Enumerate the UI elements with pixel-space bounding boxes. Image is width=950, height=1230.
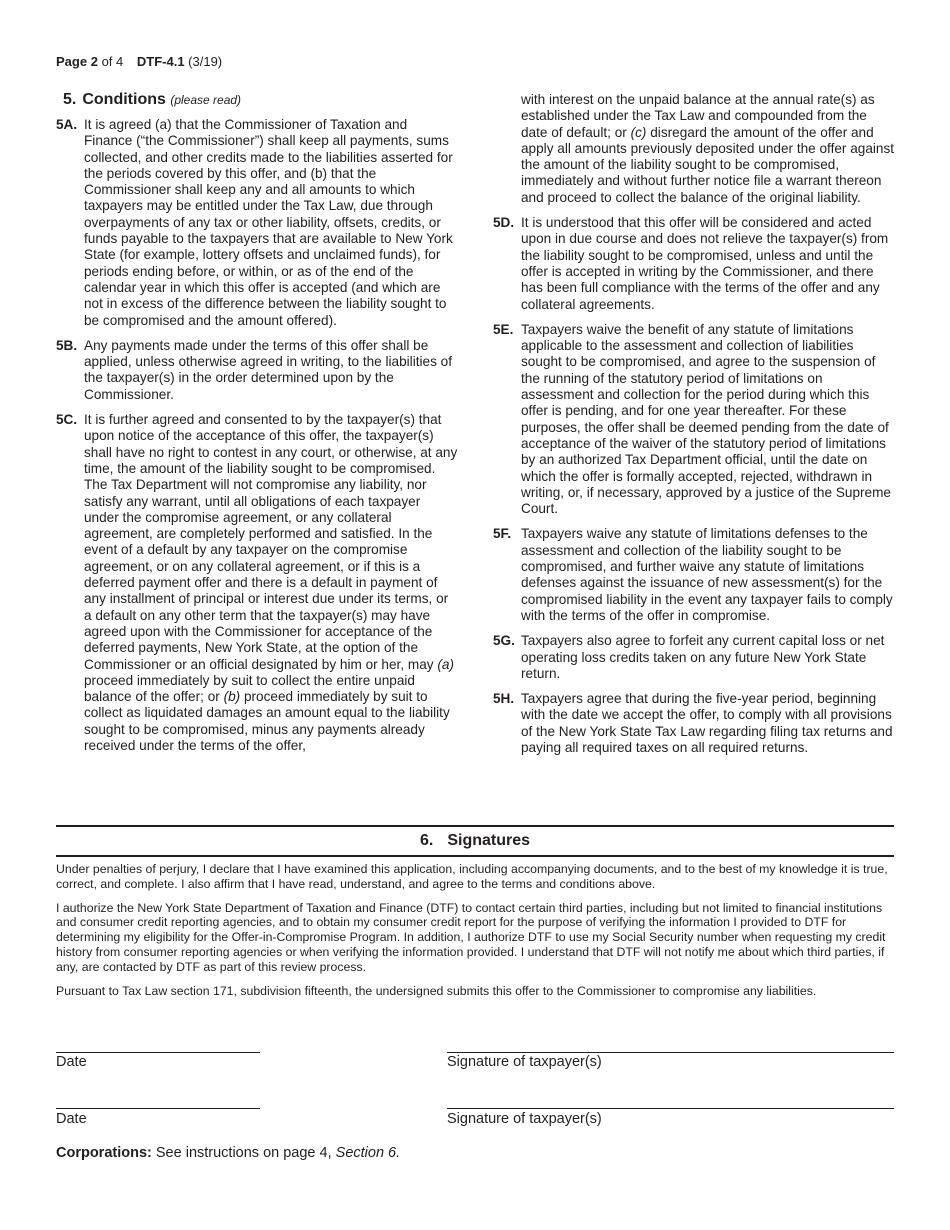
condition-5h-label: 5H. bbox=[493, 691, 515, 707]
condition-5f bbox=[493, 526, 896, 624]
condition-5a-label: 5A. bbox=[56, 117, 78, 132]
corporations-section-ref: Section 6. bbox=[335, 1145, 401, 1161]
conditions-note: (please read) bbox=[170, 93, 242, 107]
condition-5c-cont-2: disregard the amount of the offer and apply all amounts previously deposited under the offer against the amount of the liability sought to be compromised, immediately and without further notice file a warrant thereon and proceed to collect the balance of the original liability. bbox=[521, 124, 895, 205]
condition-5c-text-3: proceed immediately by suit to collect as liquidated damages an amount equal to the liability sought to be compromised, minus any payments already received under the terms of the offer, bbox=[84, 689, 450, 753]
conditions-heading bbox=[63, 90, 458, 110]
page-of: of 4 bbox=[101, 54, 124, 69]
signature-label-2: Signature of taxpayer(s) bbox=[447, 1111, 602, 1127]
condition-5e bbox=[493, 322, 896, 518]
conditions-number: 5. bbox=[63, 91, 77, 108]
condition-5c-marker-b: (b) bbox=[223, 689, 241, 705]
condition-5d bbox=[493, 215, 896, 313]
condition-5a-text: It is agreed (a) that the Commissioner of Taxation and Finance (“the Commissioner”) shall keep all payments, sums collected, and other credits made to the liabilities asserted for the periods covered by this offer, and (b) that the Commissioner shall keep any and all amounts to which taxpayers may be entitled under the Tax Law, due through overpayments of any tax or other liability, offsets, credits, or funds payable to the taxpayers that are available to New York State (for example, lottery offsets and unclaimed funds), for periods ending before, or within, or as of the end of the calendar year in which this offer is accepted (and which are not in excess of the difference between the liability sought to be compromised and the amount offered). bbox=[84, 117, 453, 328]
condition-5g-label: 5G. bbox=[493, 633, 515, 649]
condition-5d-text: It is understood that this offer will be considered and acted upon in due course and does not relieve the taxpayer(s) from the liability sought to be compromised, unless and until the offer is accepted in writing by the Commissioner, and there has been full compliance with the terms of the offer and any collateral agreements. bbox=[521, 215, 889, 312]
condition-5c-text-2: proceed immediately by suit to collect the entire unpaid balance of the offer; or bbox=[84, 672, 415, 705]
page-prefix: Page bbox=[56, 54, 88, 69]
page-header bbox=[56, 54, 222, 70]
condition-5f-text: Taxpayers waive any statute of limitations defenses to the assessment and collection of the liability sought to be compromised, and further waive any statute of limitations defenses against the issuance of new assessment(s) for the compromised liability in the event any taxpayer fails to comply with the terms of the offer in compromise. bbox=[521, 526, 893, 623]
condition-5h-text: Taxpayers agree that during the five-year period, beginning with the date we accept the offer, to comply with all provisions of the New York State Tax Law regarding filing tax returns and paying all required taxes on all required returns. bbox=[521, 691, 893, 755]
date-line-2[interactable] bbox=[56, 1108, 260, 1109]
condition-5c-label: 5C. bbox=[56, 412, 78, 428]
form-date: (3/19) bbox=[188, 54, 223, 69]
date-label-2: Date bbox=[56, 1111, 87, 1127]
signatures-bottom-rule bbox=[56, 855, 894, 857]
signature-label-1: Signature of taxpayer(s) bbox=[447, 1054, 602, 1070]
condition-5c-text-1: It is further agreed and consented to by the taxpayer(s) that upon notice of the acceptance of this offer, the taxpayer(s) shall have no right to contest in any court, or otherwise, at any time, the amount of the liability sought to be compromised. The Tax Department will not compromise any liability, nor satisfy any warrant, until all obligations of each taxpayer under the compromise agreement, or any collateral agreement, are completely performed and satisfied. In the event of a default by any taxpayer on the compromise agreement, or on any collateral agreement, or if this is a deferred payment offer and there is a default in payment of any installment of principal or interest due under its terms, or a default on any other term that the taxpayer(s) may have agreed upon with the Commissioner for acceptance of the deferred payments, New York State, at the option of the Commissioner or an official designated by him or her, may bbox=[84, 412, 458, 672]
page-number: 2 bbox=[90, 54, 98, 69]
signature-line-1[interactable] bbox=[447, 1052, 894, 1053]
conditions-left-column bbox=[56, 90, 458, 763]
condition-5d-label: 5D. bbox=[493, 215, 515, 231]
condition-5f-label: 5F. bbox=[493, 526, 512, 542]
condition-5a bbox=[56, 117, 458, 329]
condition-5h bbox=[493, 691, 896, 756]
conditions-right-column bbox=[493, 92, 896, 765]
condition-5g bbox=[493, 633, 896, 682]
condition-5c-marker-a: (a) bbox=[437, 656, 454, 672]
corporations-text: See instructions on page 4, bbox=[155, 1145, 332, 1161]
form-id: DTF-4.1 bbox=[136, 54, 185, 69]
credit-authorization: I authorize the New York State Department of Taxation and Finance (DTF) to contact certain third parties, including but not limited to financial institutions and consumer credit reporting agencies, and to obtain my consumer credit report for the purpose of verifying the information I provided to DTF for determining my eligibility for the Offer-in-Compromise Program. In addition, I authorize DTF to use my Social Security number when requesting my credit history from consumer reporting agencies or when verifying the information provided. I understand that DTF will not notify me about which third parties, if any, are contacted by DTF as part of this review process. bbox=[56, 900, 886, 974]
corporations-label: Corporations: bbox=[56, 1145, 152, 1161]
condition-5e-text: Taxpayers waive the benefit of any statute of limitations applicable to the assessment and collection of liabilities sought to be compromised, and agree to the suspension of the running of the statutory period of limitations on assessment and collection for the period during which this offer is pending, and for one year thereafter. For these purposes, the offer shall be deemed pending from the date of acceptance of the waiver of the statutory period of limitations by an authorized Tax Department official, until the date on which the offer is formally accepted, rejected, withdrawn in writing, or, if necessary, approved by a justice of the Supreme Court. bbox=[521, 321, 891, 517]
condition-5b-label: 5B. bbox=[56, 337, 78, 353]
pursuant-statement: Pursuant to Tax Law section 171, subdivision fifteenth, the undersigned submits this offer to the Commissioner to compromise any liabilities. bbox=[56, 983, 817, 998]
signatures-text bbox=[56, 862, 898, 1007]
condition-5c-marker-c: (c) bbox=[630, 124, 647, 140]
condition-5b-text: Any payments made under the terms of this offer shall be applied, unless otherwise agreed in writing, to the liabilities of the taxpayer(s) in the order determined upon by the Commissioner. bbox=[84, 337, 452, 402]
perjury-declaration: Under penalties of perjury, I declare that I have examined this application, including accompanying documents, and to the best of my knowledge it is true, correct, and complete. I also affirm that I have read, understand, and agree to the terms and conditions above. bbox=[56, 862, 888, 891]
signatures-top-rule bbox=[56, 825, 894, 827]
date-label-1: Date bbox=[56, 1054, 87, 1070]
condition-5c-cont-1: with interest on the unpaid balance at the annual rate(s) as established under the Tax Law and compounded from the date of default; or bbox=[521, 92, 875, 140]
condition-5e-label: 5E. bbox=[493, 321, 514, 337]
condition-5c-continued bbox=[493, 92, 896, 206]
signatures-heading bbox=[56, 831, 894, 851]
condition-5g-text: Taxpayers also agree to forfeit any current capital loss or net operating loss credits taken on any future New York State return. bbox=[521, 633, 885, 681]
signatures-number: 6. bbox=[419, 832, 434, 849]
signature-line-2[interactable] bbox=[447, 1108, 894, 1109]
condition-5c bbox=[56, 412, 458, 754]
condition-5b bbox=[56, 338, 458, 403]
signatures-title: Signatures bbox=[447, 832, 531, 849]
date-line-1[interactable] bbox=[56, 1052, 260, 1053]
corporations-note bbox=[56, 1145, 400, 1162]
conditions-title: Conditions bbox=[82, 91, 166, 108]
